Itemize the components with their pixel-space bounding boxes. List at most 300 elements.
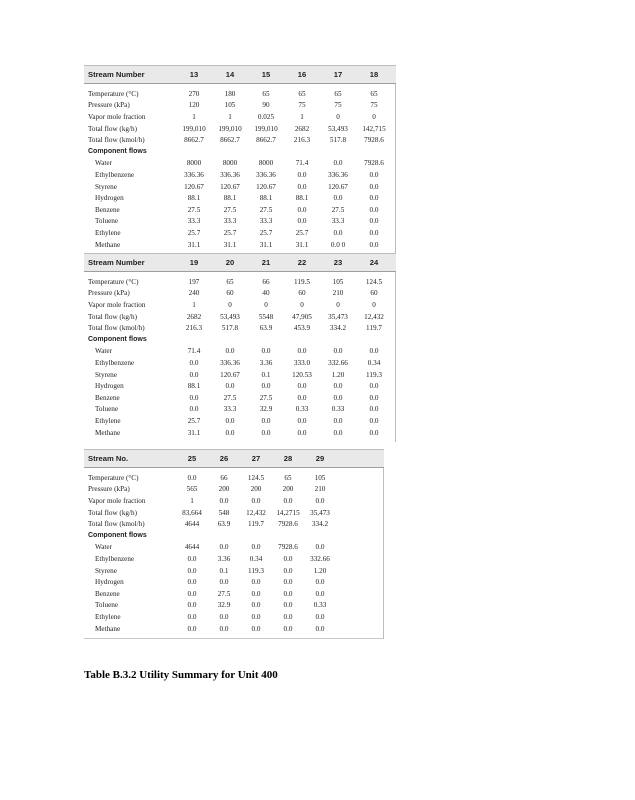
- component-row: [84, 623, 383, 635]
- cell-value: 7928.6: [364, 159, 384, 168]
- cell-value: 27.5: [223, 393, 237, 402]
- component-row: [84, 415, 395, 427]
- cell-value: 0.0: [315, 496, 325, 505]
- cell-value: 0.33: [295, 405, 309, 414]
- cell-value: 63.9: [259, 324, 273, 333]
- cell-value: 2682: [186, 312, 202, 321]
- cell-value: 4644: [184, 543, 200, 552]
- cell-value: 336.36: [328, 170, 348, 179]
- component-row: [84, 553, 383, 565]
- section-row: [84, 146, 395, 158]
- cell-value: 27.5: [331, 205, 345, 214]
- row-label: Pressure (kPa): [88, 485, 130, 494]
- component-label: Ethylene: [95, 416, 121, 425]
- cell-value: 0.0: [297, 170, 307, 179]
- cell-value: 0.025: [257, 112, 275, 121]
- cell-value: 0.0: [369, 382, 379, 391]
- component-label: Water: [95, 543, 112, 552]
- cell-value: 0.0: [225, 428, 235, 437]
- cell-value: 0.0: [283, 566, 293, 575]
- cell-value: 0.0: [297, 182, 307, 191]
- cell-value: 0.0: [369, 416, 379, 425]
- component-row: [84, 404, 395, 416]
- cell-value: 5548: [258, 312, 274, 321]
- cell-value: 0.0: [369, 217, 379, 226]
- cell-value: 119.3: [248, 566, 264, 575]
- cell-value: 0.0: [219, 543, 229, 552]
- row-label: Vapor mole fraction: [88, 112, 146, 121]
- cell-value: 88.1: [187, 194, 201, 203]
- cell-value: 0.0: [283, 496, 293, 505]
- cell-value: 31.1: [295, 240, 309, 249]
- table-row: [84, 276, 395, 288]
- component-label: Benzene: [95, 589, 120, 598]
- cell-value: 200: [218, 485, 230, 494]
- cell-value: 33.3: [223, 405, 237, 414]
- cell-value: 0.0: [297, 217, 307, 226]
- cell-value: 33.3: [223, 217, 237, 226]
- component-row: [84, 600, 383, 612]
- cell-value: 336.36: [184, 170, 204, 179]
- cell-value: 8662.7: [220, 136, 240, 145]
- row-label: Total flow (kg/h): [88, 508, 137, 517]
- cell-value: 27.5: [259, 205, 273, 214]
- cell-value: 0.0: [333, 228, 343, 237]
- cell-value: 12,432: [246, 508, 266, 517]
- table-body: [84, 84, 396, 254]
- table-header: [84, 449, 384, 468]
- cell-value: 0.0: [297, 428, 307, 437]
- cell-value: 71.4: [187, 347, 201, 356]
- table-row: [84, 134, 395, 146]
- section-row: [84, 334, 395, 346]
- cell-value: 8000: [222, 159, 238, 168]
- cell-value: 0.0: [315, 624, 325, 633]
- row-label: Vapor mole fraction: [88, 300, 146, 309]
- cell-value: 120.67: [256, 182, 276, 191]
- cell-value: 0.0: [283, 589, 293, 598]
- cell-value: 7928.6: [364, 136, 384, 145]
- cell-value: 124.5: [365, 277, 383, 286]
- cell-value: 240: [188, 289, 200, 298]
- cell-value: 0.0: [225, 382, 235, 391]
- cell-value: 0.33: [313, 601, 327, 610]
- cell-value: 120: [188, 101, 200, 110]
- cell-value: 27.5: [259, 393, 273, 402]
- cell-value: 31.1: [187, 428, 201, 437]
- component-row: [84, 427, 395, 439]
- stream-number: 13: [189, 70, 199, 79]
- cell-value: 47,905: [292, 312, 312, 321]
- cell-value: 31.1: [259, 240, 273, 249]
- stream-number: 18: [369, 70, 379, 79]
- cell-value: 0.1: [219, 566, 229, 575]
- stream-number: 28: [283, 454, 293, 463]
- cell-value: 0.0: [369, 240, 379, 249]
- component-row: [84, 204, 395, 216]
- stream-number: 16: [297, 70, 307, 79]
- cell-value: 0.0: [219, 496, 229, 505]
- component-row: [84, 158, 395, 170]
- table-row: [84, 518, 383, 530]
- row-label: Vapor mole fraction: [88, 496, 146, 505]
- cell-value: 32.9: [259, 405, 273, 414]
- cell-value: 0.0: [189, 358, 199, 367]
- cell-value: 12,432: [364, 312, 384, 321]
- component-label: Hydrogen: [95, 194, 124, 203]
- cell-value: 0.0: [283, 612, 293, 621]
- component-row: [84, 239, 395, 251]
- cell-value: 0.0: [225, 416, 235, 425]
- cell-value: 75: [370, 101, 378, 110]
- cell-value: 0.0: [187, 578, 197, 587]
- row-label: Pressure (kPa): [88, 289, 130, 298]
- table-row: [84, 507, 383, 519]
- stream-number: 21: [261, 258, 271, 267]
- stream-number: 14: [225, 70, 235, 79]
- component-label: Ethylbenzene: [95, 358, 135, 367]
- cell-value: 83,664: [182, 508, 202, 517]
- cell-value: 120.67: [220, 182, 240, 191]
- cell-value: 0.0: [369, 405, 379, 414]
- cell-value: 0.0: [297, 205, 307, 214]
- cell-value: 0.0: [261, 382, 271, 391]
- cell-value: 1: [190, 496, 194, 505]
- section-label: Component flows: [88, 532, 147, 540]
- cell-value: 3.36: [259, 358, 273, 367]
- cell-value: 333.0: [293, 358, 311, 367]
- cell-value: 119.3: [366, 370, 382, 379]
- cell-value: 0.0: [315, 589, 325, 598]
- component-row: [84, 346, 395, 358]
- cell-value: 0.0: [187, 589, 197, 598]
- cell-value: 517.8: [221, 324, 239, 333]
- section-row: [84, 530, 383, 542]
- cell-value: 33.3: [187, 217, 201, 226]
- cell-value: 0.0: [187, 566, 197, 575]
- cell-value: 270: [188, 89, 200, 98]
- cell-value: 517.8: [329, 136, 347, 145]
- cell-value: 8000: [258, 159, 274, 168]
- table-body: [84, 272, 396, 442]
- component-row: [84, 565, 383, 577]
- section-label: Component flows: [88, 336, 147, 344]
- cell-value: 0.0: [315, 612, 325, 621]
- stream-table-1: [84, 65, 396, 254]
- cell-value: 1.20: [331, 370, 345, 379]
- cell-value: 0.0: [333, 428, 343, 437]
- cell-value: 0.0: [315, 578, 325, 587]
- table-header: [84, 253, 396, 272]
- cell-value: 90: [262, 101, 270, 110]
- component-row: [84, 169, 395, 181]
- cell-value: 40: [262, 289, 270, 298]
- cell-value: 0.0: [369, 428, 379, 437]
- cell-value: 180: [224, 89, 236, 98]
- cell-value: 0.0: [283, 624, 293, 633]
- cell-value: 3.36: [217, 554, 231, 563]
- cell-value: 0.0: [261, 428, 271, 437]
- row-label: Total flow (kmol/h): [88, 324, 145, 333]
- cell-value: 65: [334, 89, 342, 98]
- cell-value: 200: [250, 485, 262, 494]
- cell-value: 0.0: [187, 612, 197, 621]
- cell-value: 0.0: [297, 382, 307, 391]
- stream-number: 25: [187, 454, 197, 463]
- component-label: Water: [95, 159, 112, 168]
- cell-value: 0.0: [189, 405, 199, 414]
- table-row: [84, 288, 395, 300]
- table-row: [84, 123, 395, 135]
- cell-value: 0.0: [283, 578, 293, 587]
- table-row: [84, 100, 395, 112]
- cell-value: 1.20: [313, 566, 327, 575]
- cell-value: 0.0: [333, 194, 343, 203]
- cell-value: 71.4: [295, 159, 309, 168]
- component-label: Benzene: [95, 393, 120, 402]
- cell-value: 0.0: [251, 496, 261, 505]
- stream-number: 19: [189, 258, 199, 267]
- cell-value: 548: [218, 508, 230, 517]
- cell-value: 0.33: [331, 405, 345, 414]
- row-label: Pressure (kPa): [88, 101, 130, 110]
- cell-value: 60: [370, 289, 378, 298]
- cell-value: 0.0: [333, 382, 343, 391]
- component-label: Water: [95, 347, 112, 356]
- component-row: [84, 380, 395, 392]
- cell-value: 53,493: [220, 312, 240, 321]
- cell-value: 0.0: [189, 393, 199, 402]
- section-label: Component flows: [88, 148, 147, 156]
- cell-value: 565: [186, 485, 198, 494]
- cell-value: 0.0: [333, 159, 343, 168]
- cell-value: 0.0: [251, 612, 261, 621]
- row-label: Temperature (°C): [88, 89, 139, 98]
- cell-value: 27.5: [217, 589, 231, 598]
- component-row: [84, 227, 395, 239]
- cell-value: 119.5: [294, 277, 310, 286]
- cell-value: 119.7: [248, 520, 264, 529]
- cell-value: 0.0: [333, 416, 343, 425]
- stream-number: 23: [333, 258, 343, 267]
- cell-value: 0.0: [251, 543, 261, 552]
- component-label: Toluene: [95, 601, 119, 610]
- cell-value: 0.34: [249, 554, 263, 563]
- cell-value: 216.3: [293, 136, 311, 145]
- component-row: [84, 611, 383, 623]
- cell-value: 0: [336, 300, 340, 309]
- table-row: [84, 495, 383, 507]
- cell-value: 0.0: [315, 543, 325, 552]
- cell-value: 0.0: [369, 182, 379, 191]
- component-row: [84, 576, 383, 588]
- table-row: [84, 472, 383, 484]
- cell-value: 0: [372, 300, 376, 309]
- cell-value: 88.1: [187, 382, 201, 391]
- cell-value: 0.0: [251, 589, 261, 598]
- cell-value: 336.36: [256, 170, 276, 179]
- cell-value: 0.0: [187, 624, 197, 633]
- table-row: [84, 88, 395, 100]
- component-label: Ethylbenzene: [95, 170, 135, 179]
- cell-value: 14,2715: [276, 508, 300, 517]
- cell-value: 0.0: [261, 416, 271, 425]
- cell-value: 0.0: [187, 473, 197, 482]
- cell-value: 1: [192, 300, 196, 309]
- component-row: [84, 588, 383, 600]
- cell-value: 27.5: [223, 205, 237, 214]
- cell-value: 210: [314, 485, 326, 494]
- cell-value: 0.0 0: [330, 240, 346, 249]
- cell-value: 0.0: [369, 347, 379, 356]
- cell-value: 334.2: [311, 520, 329, 529]
- cell-value: 216.3: [185, 324, 203, 333]
- row-label: Total flow (kg/h): [88, 124, 137, 133]
- cell-value: 0.0: [369, 205, 379, 214]
- stream-number: 27: [251, 454, 261, 463]
- cell-value: 25.7: [223, 228, 237, 237]
- cell-value: 0: [228, 300, 232, 309]
- stream-table-3: [84, 449, 384, 639]
- cell-value: 210: [332, 289, 344, 298]
- cell-value: 0.0: [219, 612, 229, 621]
- cell-value: 0.0: [251, 624, 261, 633]
- component-label: Ethylene: [95, 228, 121, 237]
- header-label: Stream No.: [88, 454, 129, 463]
- cell-value: 0.0: [283, 601, 293, 610]
- component-row: [84, 357, 395, 369]
- cell-value: 33.3: [331, 217, 345, 226]
- cell-value: 332.66: [310, 554, 330, 563]
- cell-value: 25.7: [259, 228, 273, 237]
- cell-value: 120.67: [184, 182, 204, 191]
- cell-value: 120.67: [328, 182, 348, 191]
- cell-value: 7928.6: [278, 543, 298, 552]
- component-label: Ethylbenzene: [95, 554, 135, 563]
- cell-value: 0.0: [219, 624, 229, 633]
- cell-value: 336.36: [220, 358, 240, 367]
- stream-number: 26: [219, 454, 229, 463]
- cell-value: 31.1: [187, 240, 201, 249]
- stream-number: 22: [297, 258, 307, 267]
- table-caption: Table B.3.2 Utility Summary for Unit 400: [84, 669, 278, 681]
- cell-value: 75: [298, 101, 306, 110]
- cell-value: 35,473: [328, 312, 348, 321]
- component-row: [84, 181, 395, 193]
- cell-value: 200: [282, 485, 294, 494]
- cell-value: 8000: [186, 159, 202, 168]
- cell-value: 65: [262, 89, 270, 98]
- stream-table-2: [84, 253, 396, 442]
- cell-value: 66: [220, 473, 228, 482]
- cell-value: 8662.7: [184, 136, 204, 145]
- cell-value: 32.9: [217, 601, 231, 610]
- stream-number: 29: [315, 454, 325, 463]
- cell-value: 0.0: [297, 416, 307, 425]
- component-row: [84, 392, 395, 404]
- cell-value: 0.0: [251, 601, 261, 610]
- cell-value: 199,010: [218, 124, 242, 133]
- row-label: Total flow (kmol/h): [88, 136, 145, 145]
- component-label: Methane: [95, 240, 121, 249]
- cell-value: 66: [262, 277, 270, 286]
- cell-value: 199,010: [254, 124, 278, 133]
- cell-value: 0: [300, 300, 304, 309]
- stream-number: 20: [225, 258, 235, 267]
- header-label: Stream Number: [88, 70, 145, 79]
- cell-value: 334.2: [329, 324, 347, 333]
- cell-value: 120.67: [220, 370, 240, 379]
- component-row: [84, 216, 395, 228]
- cell-value: 88.1: [223, 194, 237, 203]
- cell-value: 0.0: [187, 554, 197, 563]
- cell-value: 0.0: [189, 370, 199, 379]
- cell-value: 0: [336, 112, 340, 121]
- cell-value: 0: [264, 300, 268, 309]
- component-label: Benzene: [95, 205, 120, 214]
- cell-value: 0.0: [369, 228, 379, 237]
- cell-value: 0.0: [369, 170, 379, 179]
- cell-value: 0.0: [187, 601, 197, 610]
- component-label: Toluene: [95, 405, 119, 414]
- cell-value: 53,493: [328, 124, 348, 133]
- cell-value: 35,473: [310, 508, 330, 517]
- table-row: [84, 111, 395, 123]
- component-label: Hydrogen: [95, 578, 124, 587]
- cell-value: 2682: [294, 124, 310, 133]
- cell-value: 105: [332, 277, 344, 286]
- component-label: Methane: [95, 624, 121, 633]
- component-label: Toluene: [95, 217, 119, 226]
- cell-value: 65: [284, 473, 292, 482]
- stream-number: 15: [261, 70, 271, 79]
- component-row: [84, 192, 395, 204]
- cell-value: 199,010: [182, 124, 206, 133]
- cell-value: 336.36: [220, 170, 240, 179]
- table-row: [84, 299, 395, 311]
- cell-value: 0: [372, 112, 376, 121]
- cell-value: 142,715: [362, 124, 386, 133]
- row-label: Total flow (kg/h): [88, 312, 137, 321]
- cell-value: 25.7: [187, 228, 201, 237]
- component-label: Styrene: [95, 370, 117, 379]
- cell-value: 65: [226, 277, 234, 286]
- row-label: Temperature (°C): [88, 277, 139, 286]
- cell-value: 453.9: [293, 324, 311, 333]
- row-label: Temperature (°C): [88, 473, 139, 482]
- cell-value: 0.1: [261, 370, 271, 379]
- cell-value: 0.0: [369, 393, 379, 402]
- cell-value: 119.7: [366, 324, 382, 333]
- cell-value: 60: [226, 289, 234, 298]
- cell-value: 332.66: [328, 358, 348, 367]
- component-label: Styrene: [95, 566, 117, 575]
- row-label: Total flow (kmol/h): [88, 520, 145, 529]
- cell-value: 75: [334, 101, 342, 110]
- cell-value: 0.0: [369, 194, 379, 203]
- cell-value: 60: [298, 289, 306, 298]
- cell-value: 0.0: [333, 393, 343, 402]
- cell-value: 0.0: [283, 554, 293, 563]
- cell-value: 63.9: [217, 520, 231, 529]
- table-row: [84, 484, 383, 496]
- component-label: Ethylene: [95, 612, 121, 621]
- cell-value: 31.1: [223, 240, 237, 249]
- cell-value: 124.5: [247, 473, 265, 482]
- cell-value: 8662.7: [256, 136, 276, 145]
- cell-value: 88.1: [259, 194, 273, 203]
- stream-number: 24: [369, 258, 379, 267]
